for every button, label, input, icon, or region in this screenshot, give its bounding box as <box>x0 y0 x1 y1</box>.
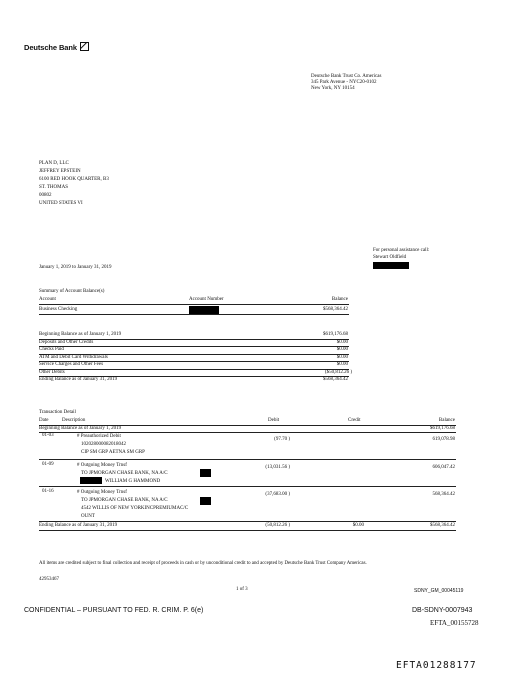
client-address-line: 00802 <box>39 193 52 198</box>
ending-balance-value: $568,364.42 <box>430 523 455 528</box>
deutsche-bank-slash-icon <box>80 42 89 51</box>
col-balance: Balance <box>438 418 455 423</box>
redaction-account <box>80 477 102 484</box>
txn-debit: (97.70 ) <box>274 437 290 442</box>
summary-account-balance: $568,364.42 <box>323 307 348 312</box>
ending-debit: (50,812.26 ) <box>265 523 290 528</box>
assistance-name: Stewart Oldfield <box>373 255 407 260</box>
divider <box>39 486 456 487</box>
redaction-account <box>200 497 211 505</box>
divider <box>39 369 349 370</box>
bank-address-line: 345 Park Avenue - NYC20-0102 <box>311 80 377 85</box>
confidential-notice: CONFIDENTIAL – PURSUANT TO FED. R. CRIM. P. 6(e) <box>24 607 204 614</box>
transactions-title: Transaction Detail <box>39 410 76 415</box>
ending-credit: $0.00 <box>352 523 364 528</box>
col-date: Date <box>39 418 49 423</box>
divider <box>39 314 349 315</box>
bank-logo <box>24 42 89 52</box>
client-address-line: PLAN D, LLC <box>39 161 69 166</box>
assistance-contact <box>373 247 429 261</box>
bates-efta-small: EFTA_00155728 <box>430 619 479 627</box>
divider <box>39 521 456 522</box>
client-address-line: 6100 RED HOOK QUARTER, B3 <box>39 177 109 182</box>
txn-desc-line: WILLIAM G HAMMOND <box>105 479 161 484</box>
balance-item-value: $0.00 <box>336 362 348 367</box>
balance-item-value: $0.00 <box>336 354 348 360</box>
summary-account-name: Business Checking <box>39 307 78 312</box>
balance-item-label: Other Debits <box>39 369 65 375</box>
disclaimer: All items are credited subject to final collection and receipt of proceeds in cash or by unconditional credit to and accepted by Deutsche Bank Trust Company Americas. <box>39 561 367 566</box>
balance-item-value: ($50,812.26 ) <box>324 369 352 375</box>
balance-item-label: Checks Paid <box>39 347 64 352</box>
bates-db: DB-SDNY-0007943 <box>412 607 473 614</box>
col-credit: Credit <box>348 418 361 423</box>
redaction-phone <box>373 262 409 269</box>
divider <box>39 459 456 460</box>
txn-desc-line: # Outgoing Money Trnsf <box>77 463 127 468</box>
txn-debit: (37,683.00 ) <box>265 492 290 497</box>
statement-period: January 1, 2019 to January 31, 2019 <box>39 265 112 270</box>
bates-efta-large: EFTA01288177 <box>396 660 477 671</box>
page-number: 1 of 3 <box>236 587 248 592</box>
balance-item-value: $568,364.42 <box>323 377 348 382</box>
balance-item-label: ATM and Debit Card Withdrawals <box>39 354 108 360</box>
txn-balance: 606,047.42 <box>432 465 455 470</box>
txn-balance: 568,364.42 <box>432 492 455 497</box>
txn-desc-line: 4542 WILLIS OF NEW YORKINCPREMIUMAC/C <box>81 506 189 511</box>
redaction-account <box>200 469 211 477</box>
balance-item-label: Deposits and Other Credits <box>39 339 94 345</box>
client-address-line: ST. THOMAS <box>39 185 68 190</box>
txn-desc-line: OUNT <box>81 514 95 519</box>
summary-col-account: Account <box>39 297 56 302</box>
balance-item-label: Beginning Balance as of January 1, 2019 <box>39 332 122 337</box>
client-address <box>39 160 109 208</box>
txn-debit: (13,031.56 ) <box>265 465 290 470</box>
summary-title: Summary of Account Balance(s) <box>39 289 105 294</box>
summary-col-balance: Balance <box>331 297 348 302</box>
ending-balance-label: Ending Balance as of January 31, 2019 <box>39 523 118 528</box>
txn-desc-line: CIP SM GRP AETNA SM GRP <box>81 450 145 455</box>
balance-item-value: $619,176.68 <box>323 332 348 337</box>
txn-desc-line: TO JPMORGAN CHASE BANK, NA A/C <box>81 471 168 476</box>
beginning-balance-label: Beginning Balance as of January 1, 2019 <box>39 425 122 431</box>
redaction-account-number <box>189 306 219 314</box>
balance-item-label: Service Charges and Other Fees <box>39 362 104 367</box>
beginning-balance-value: $619,176.68 <box>430 425 455 431</box>
divider <box>39 346 349 347</box>
divider <box>39 530 456 531</box>
txn-description <box>77 489 188 521</box>
assistance-label: For personal assistance call: <box>373 248 430 253</box>
txn-balance: 619,078.98 <box>432 437 455 442</box>
txn-desc-line: # Outgoing Money Trnsf <box>77 490 127 495</box>
txn-desc-line: # Preauthorized Debit <box>77 434 121 439</box>
txn-date: 01-03 <box>42 433 54 438</box>
txn-date: 01-09 <box>42 462 54 467</box>
bates-sdny-gm: SDNY_GM_00045119 <box>414 588 464 594</box>
bank-address-line: Deutsche Bank Trust Co. Americas <box>311 74 382 79</box>
col-description: Description <box>62 418 86 423</box>
bank-name: Deutsche Bank <box>24 43 77 52</box>
balance-item-value: $0.00 <box>336 339 348 345</box>
col-debit: Debit <box>268 418 280 423</box>
txn-description <box>77 433 145 457</box>
reference-number: 42953467 <box>39 577 59 582</box>
balance-item-label: Ending Balance as of January 31, 2019 <box>39 377 118 382</box>
balance-item-value: $0.00 <box>336 347 348 352</box>
txn-date: 01-16 <box>42 489 54 494</box>
bank-address-line: New York, NY 10154 <box>311 86 355 91</box>
client-address-line: UNITED STATES VI <box>39 201 83 206</box>
txn-desc-line: 102028000082018042 <box>81 442 126 447</box>
txn-desc-line: TO JPMORGAN CHASE BANK, NA A/C <box>81 498 168 503</box>
divider <box>39 304 349 305</box>
summary-col-number: Account Number <box>189 297 224 302</box>
client-address-line: JEFFREY EPSTEIN <box>39 169 81 174</box>
bank-address <box>311 74 381 92</box>
